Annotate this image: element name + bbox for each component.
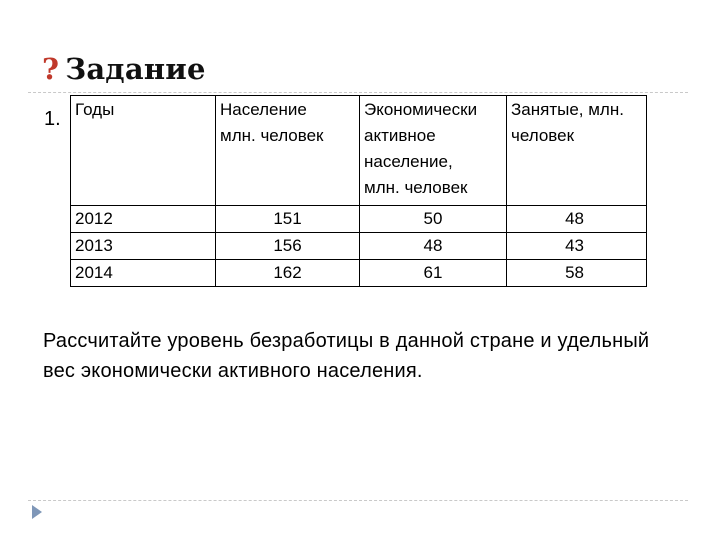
header-years: Годы (71, 96, 216, 206)
bottom-divider (28, 500, 688, 501)
cell-year: 2012 (71, 206, 216, 233)
task-text: Рассчитайте уровень безработицы в данной стране и удельный вес экономически активного населения. (43, 330, 650, 382)
slide-title (42, 52, 206, 86)
table-row (71, 206, 647, 233)
cell-year: 2013 (71, 233, 216, 260)
header-employed: Занятые, млн. человек (507, 96, 647, 206)
header-active-population: Экономически активное население, млн. человек (360, 96, 507, 206)
cell-employed: 48 (507, 206, 647, 233)
cell-population: 162 (216, 260, 360, 287)
cell-active: 48 (360, 233, 507, 260)
cell-employed: 58 (507, 260, 647, 287)
cell-active: 61 (360, 260, 507, 287)
top-divider (28, 92, 688, 93)
cell-population: 156 (216, 233, 360, 260)
task-number: 1. (44, 108, 61, 130)
cell-active: 50 (360, 206, 507, 233)
cell-year: 2014 (71, 260, 216, 287)
triangle-arrow-icon (32, 505, 42, 519)
data-table (70, 95, 647, 287)
table-row (71, 233, 647, 260)
table-row (71, 260, 647, 287)
table-header-row (71, 96, 647, 206)
question-mark-icon: ? (42, 52, 60, 86)
cell-employed: 43 (507, 233, 647, 260)
title-text: Задание (65, 52, 206, 86)
header-population: Население млн. человек (216, 96, 360, 206)
cell-population: 151 (216, 206, 360, 233)
